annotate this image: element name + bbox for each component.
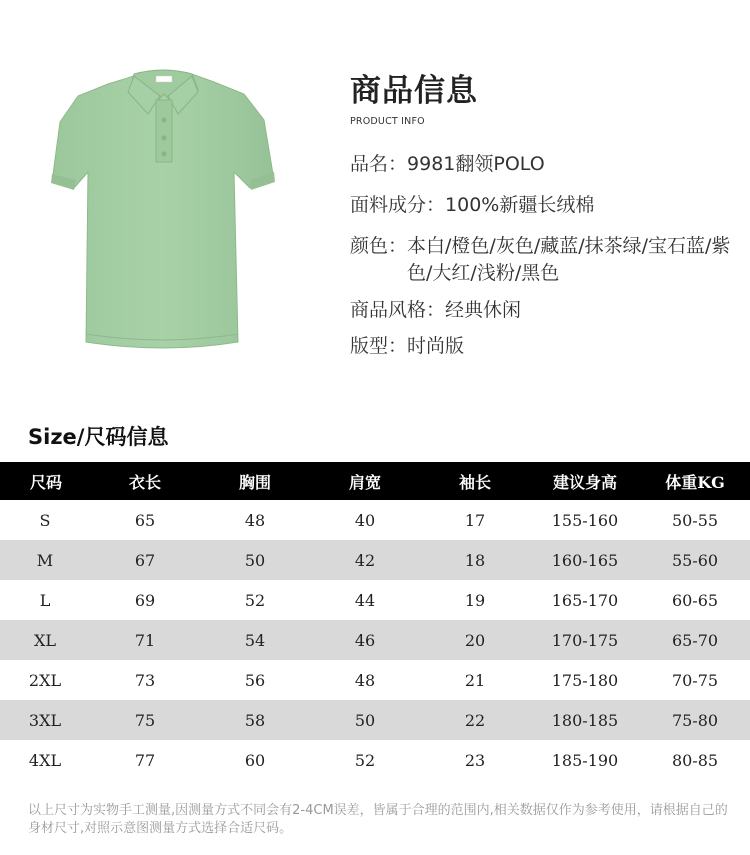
cell-length: 77 xyxy=(134,750,156,770)
cell-shoulder: 52 xyxy=(354,750,376,770)
header-shoulder: 肩宽 xyxy=(310,462,420,500)
cell-weight: 70-75 xyxy=(671,670,719,690)
cell-length: 69 xyxy=(134,590,156,610)
info-value: 100%新疆长绒棉 xyxy=(445,194,595,216)
cell-size: 3XL xyxy=(0,700,90,740)
info-row-name xyxy=(350,151,745,178)
info-key: 颜色： xyxy=(350,235,408,257)
cell-height: 170-175 xyxy=(530,620,640,660)
cell-sleeve: 18 xyxy=(420,540,530,580)
cell-height: 165-170 xyxy=(551,590,619,610)
cell-weight: 65-70 xyxy=(640,620,750,660)
cell-size: M xyxy=(0,540,90,580)
brand-label xyxy=(156,76,172,82)
table-row xyxy=(0,700,750,740)
cell-shoulder: 40 xyxy=(354,510,376,530)
info-value: 9981翻领POLO xyxy=(407,153,545,175)
cell-size: 2XL xyxy=(28,670,62,690)
info-value: 本白/橙色/灰色/藏蓝/抹茶绿/宝石蓝/紫色/大红/浅粉/黑色 xyxy=(407,235,731,284)
cell-size: L xyxy=(39,590,51,610)
cell-weight: 80-85 xyxy=(671,750,719,770)
product-info-subtitle: PRODUCT INFO xyxy=(350,116,425,127)
cell-chest: 50 xyxy=(200,540,310,580)
info-row-fit xyxy=(350,333,745,360)
cell-length: 71 xyxy=(90,620,200,660)
info-row-fabric xyxy=(350,192,745,219)
product-info-panel xyxy=(350,72,745,374)
cell-size: 4XL xyxy=(28,750,62,770)
cell-chest: 52 xyxy=(244,590,266,610)
cell-chest: 60 xyxy=(244,750,266,770)
size-table-body xyxy=(0,500,750,780)
info-key: 商品风格： xyxy=(350,299,446,321)
product-info-list xyxy=(350,151,745,360)
cell-sleeve: 20 xyxy=(420,620,530,660)
cell-height: 180-185 xyxy=(530,700,640,740)
table-row xyxy=(0,660,750,700)
cell-size: XL xyxy=(0,620,90,660)
button-1 xyxy=(162,118,167,123)
cell-shoulder: 50 xyxy=(310,700,420,740)
cell-sleeve: 21 xyxy=(464,670,486,690)
header-height: 建议身高 xyxy=(530,462,640,500)
size-table xyxy=(0,462,750,780)
cell-height: 185-190 xyxy=(551,750,619,770)
button-3 xyxy=(162,152,167,157)
cell-weight: 75-80 xyxy=(640,700,750,740)
size-section-title: Size/尺码信息 xyxy=(28,425,169,449)
button-2 xyxy=(162,136,167,141)
cell-height: 155-160 xyxy=(551,510,619,530)
info-value: 时尚版 xyxy=(407,335,465,357)
header-chest: 胸围 xyxy=(200,462,310,500)
cell-sleeve: 19 xyxy=(464,590,486,610)
cell-length: 67 xyxy=(90,540,200,580)
cell-sleeve: 23 xyxy=(464,750,486,770)
table-row xyxy=(0,580,750,620)
table-row xyxy=(0,500,750,540)
cell-chest: 54 xyxy=(200,620,310,660)
cell-sleeve: 22 xyxy=(420,700,530,740)
size-table-header xyxy=(0,462,750,500)
product-info-title: 商品信息 xyxy=(350,73,478,109)
info-key: 版型： xyxy=(350,335,408,357)
cell-shoulder: 42 xyxy=(310,540,420,580)
polo-shirt-image xyxy=(48,62,280,354)
cell-height: 175-180 xyxy=(551,670,619,690)
cell-length: 75 xyxy=(90,700,200,740)
table-row xyxy=(0,740,750,780)
cell-chest: 48 xyxy=(244,510,266,530)
cell-length: 73 xyxy=(134,670,156,690)
header-length: 衣长 xyxy=(90,462,200,500)
cell-length: 65 xyxy=(134,510,156,530)
measurement-note: 以上尺寸为实物手工测量,因测量方式不同会有2-4CM误差，皆属于合理的范围内,相关数据仅作为参考使用，请根据自己的身材尺寸,对照示意图测量方式选择合适尺码。 xyxy=(28,803,728,836)
header-sleeve: 袖长 xyxy=(420,462,530,500)
cell-weight: 50-55 xyxy=(671,510,719,530)
info-row-style xyxy=(350,297,745,324)
header-size: 尺码 xyxy=(0,462,90,500)
cell-weight: 55-60 xyxy=(640,540,750,580)
info-key: 面料成分： xyxy=(350,194,446,216)
cell-chest: 56 xyxy=(244,670,266,690)
cell-shoulder: 44 xyxy=(354,590,376,610)
header-weight: 体重KG xyxy=(640,462,750,500)
cell-size: S xyxy=(39,510,51,530)
cell-weight: 60-65 xyxy=(671,590,719,610)
table-row xyxy=(0,540,750,580)
cell-shoulder: 48 xyxy=(354,670,376,690)
info-value: 经典休闲 xyxy=(445,299,522,321)
info-key: 品名： xyxy=(350,153,408,175)
cell-chest: 58 xyxy=(200,700,310,740)
cell-height: 160-165 xyxy=(530,540,640,580)
cell-shoulder: 46 xyxy=(310,620,420,660)
cell-sleeve: 17 xyxy=(464,510,486,530)
table-row xyxy=(0,620,750,660)
info-row-colors xyxy=(350,233,745,287)
